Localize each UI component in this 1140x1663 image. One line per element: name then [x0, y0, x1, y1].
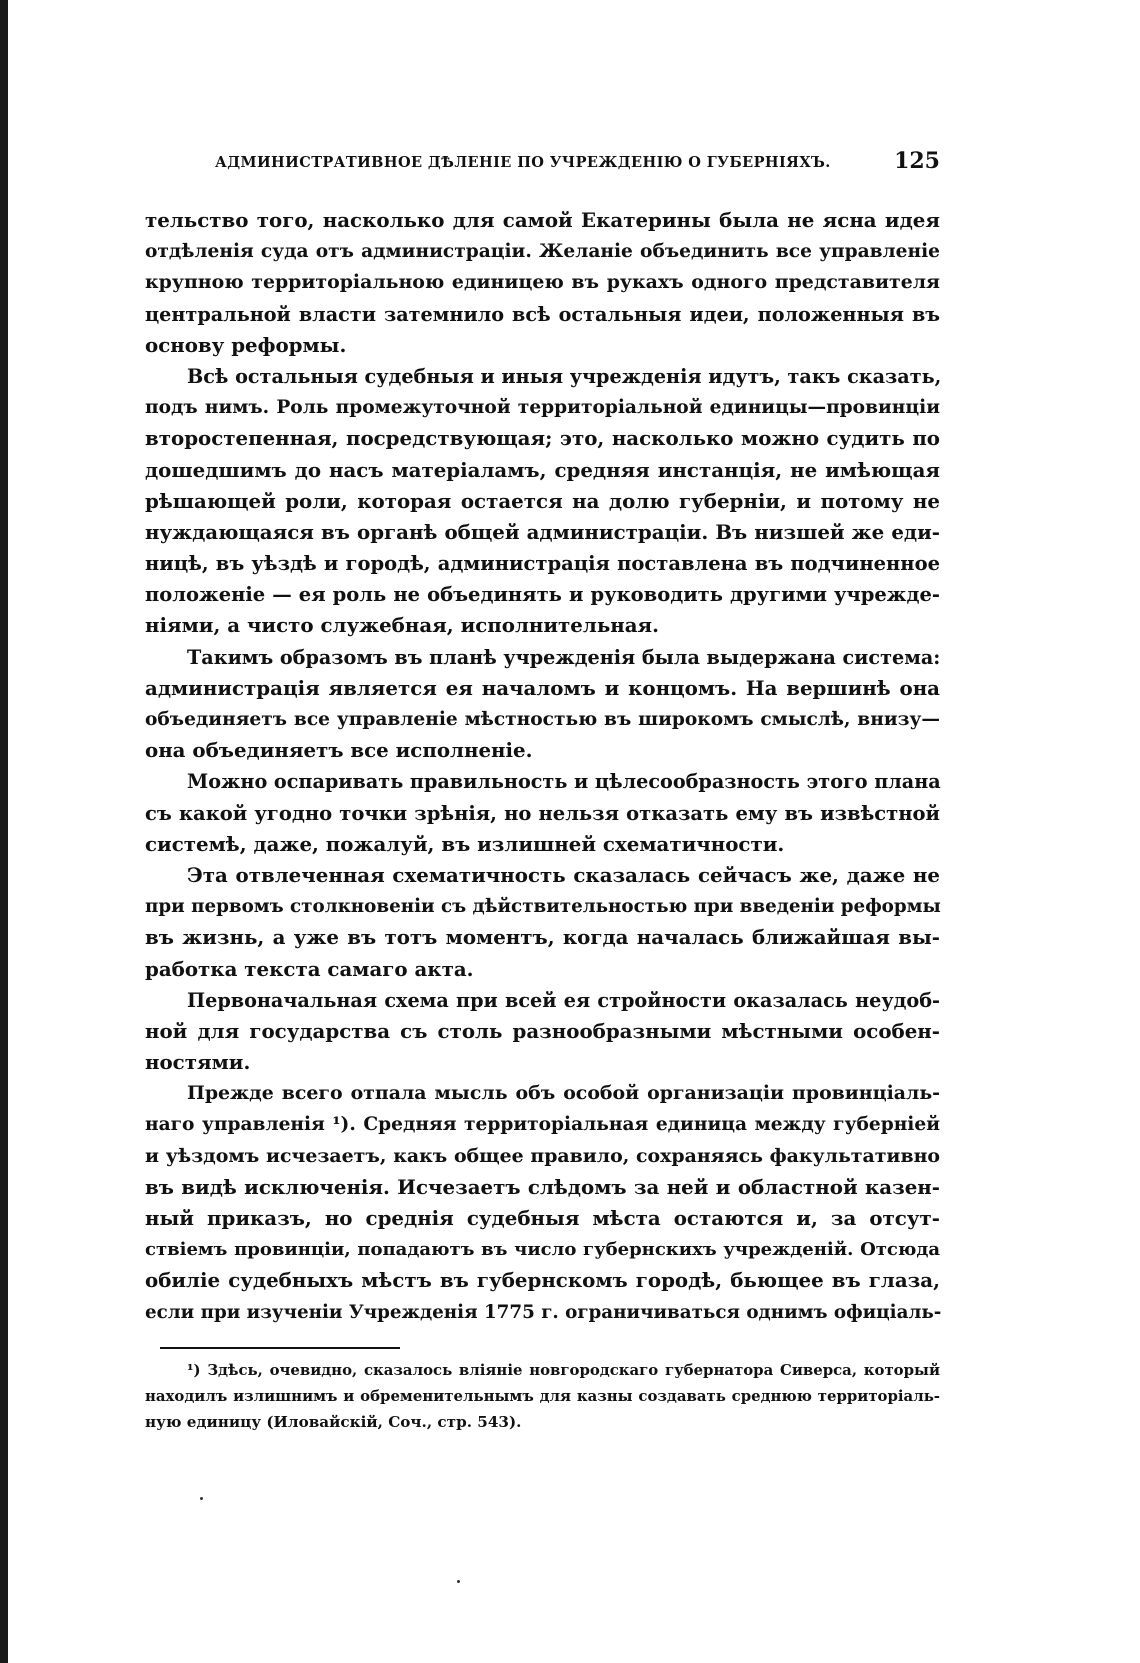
- text-line: ностями.: [145, 1050, 251, 1075]
- text-line: отдѣленія суда отъ администраціи. Желаніе объединить все управленіе: [145, 241, 940, 263]
- text-line: ствіемъ провинціи, попадаютъ въ число губернскихъ учрежденій. Отсюда: [145, 1239, 940, 1261]
- footnote-line: находилъ излишнимъ и обременительнымъ для казны создавать среднюю территоріаль-: [145, 1387, 940, 1405]
- text-line: Прежде всего отпала мысль объ особой организаціи провинціаль-: [187, 1082, 940, 1105]
- text-line: наго управленія ¹). Средняя территоріальная единица между губерніей: [145, 1114, 940, 1136]
- text-line: Можно оспаривать правильность и цѣлесообразность этого плана: [187, 770, 941, 794]
- text-line: и уѣздомъ исчезаетъ, какъ общее правило, сохраняясь факультативно: [145, 1144, 940, 1167]
- text-line: она объединяетъ все исполненіе.: [145, 738, 533, 763]
- text-line: администрація является ея началомъ и концомъ. На вершинѣ она: [145, 675, 940, 700]
- running-title: АДМИНИСТРАТИВНОЕ ДѢЛЕНІЕ ПО УЧРЕЖДЕНІЮ О ГУБЕРНІЯХЪ.: [215, 154, 831, 171]
- text-line: при первомъ столкновеніи съ дѣйствительностью при введеніи реформы: [145, 896, 941, 918]
- scan-edge: [0, 0, 8, 1663]
- running-head: [145, 148, 940, 178]
- text-line: ной для государства съ столь разнообразными мѣстными особен-: [145, 1018, 940, 1043]
- text-line: крупною территоріальною единицею въ рукахъ одного представителя: [145, 271, 940, 294]
- page-number: 125: [894, 148, 940, 174]
- text-line: работка текста самаго акта.: [145, 956, 474, 981]
- text-line: ницѣ, въ уѣздѣ и городѣ, администрація поставлена въ подчиненное: [145, 552, 940, 576]
- footnote-divider: [160, 1347, 400, 1349]
- body-text: [145, 205, 940, 1328]
- text-line: ніями, а чисто служебная, исполнительная.: [145, 613, 660, 638]
- text-line: въ жизнь, а уже въ тотъ моментъ, когда началась ближайшая вы-: [145, 925, 940, 950]
- scan-speck: [457, 1580, 460, 1583]
- text-line: Всѣ остальныя судебныя и иныя учрежденія идутъ, такъ сказать,: [187, 364, 942, 388]
- text-line: дошедшимъ до насъ матеріаламъ, средняя инстанція, не имѣющая: [145, 457, 940, 482]
- footnotes: [145, 1357, 940, 1435]
- text-line: нуждающаяся въ органѣ общей администраціи. Въ низшей же еди-: [145, 519, 940, 544]
- text-line: рѣшающей роли, которая остается на долю губерніи, и потому не: [145, 488, 940, 513]
- footnote-line: ную единицу (Иловайскій, Соч., стр. 543).: [145, 1413, 522, 1431]
- text-line: подъ нимъ. Роль промежуточной территоріальной единицы—провинціи: [145, 397, 940, 419]
- footnote-line: ¹) Здѣсь, очевидно, сказалось вліяніе новгородскаго губернатора Сиверса, который: [187, 1361, 940, 1379]
- scan-speck: [200, 1497, 203, 1500]
- text-line: основу реформы.: [145, 332, 347, 357]
- text-line: если при изученіи Учрежденія 1775 г. ограничиваться однимъ офиціаль-: [145, 1301, 942, 1323]
- text-line: обиліе судебныхъ мѣстъ въ губернскомъ городѣ, бьющее въ глаза,: [145, 1268, 940, 1293]
- text-line: Первоначальная схема при всей ея стройности оказалась неудоб-: [187, 988, 940, 1012]
- text-line: ный приказъ, но среднія судебныя мѣста остаются и, за отсут-: [145, 1206, 940, 1230]
- text-line: съ какой угодно точки зрѣнія, но нельзя отказать ему въ извѣстной: [145, 801, 940, 825]
- text-line: тельство того, насколько для самой Екатерины была не ясна идея: [145, 208, 940, 232]
- text-line: Такимъ образомъ въ планѣ учрежденія была выдержана система:: [187, 645, 941, 669]
- text-line: центральной власти затемнило всѣ остальныя идеи, положенныя въ: [145, 302, 940, 326]
- text-line: въ видѣ исключенія. Исчезаетъ слѣдомъ за ней и областной казен-: [145, 1174, 940, 1199]
- text-line: системѣ, даже, пожалуй, въ излишней схематичности.: [145, 831, 785, 856]
- text-line: второстепенная, посредствующая; это, насколько можно судить по: [145, 426, 940, 451]
- text-line: Эта отвлеченная схематичность сказалась сейчасъ же, даже не: [187, 862, 940, 887]
- text-line: объединяетъ все управленіе мѣстностью въ широкомъ смыслѣ, внизу—: [145, 709, 940, 730]
- text-line: положеніе — ея роль не объединять и руководить другими учрежде-: [145, 583, 940, 607]
